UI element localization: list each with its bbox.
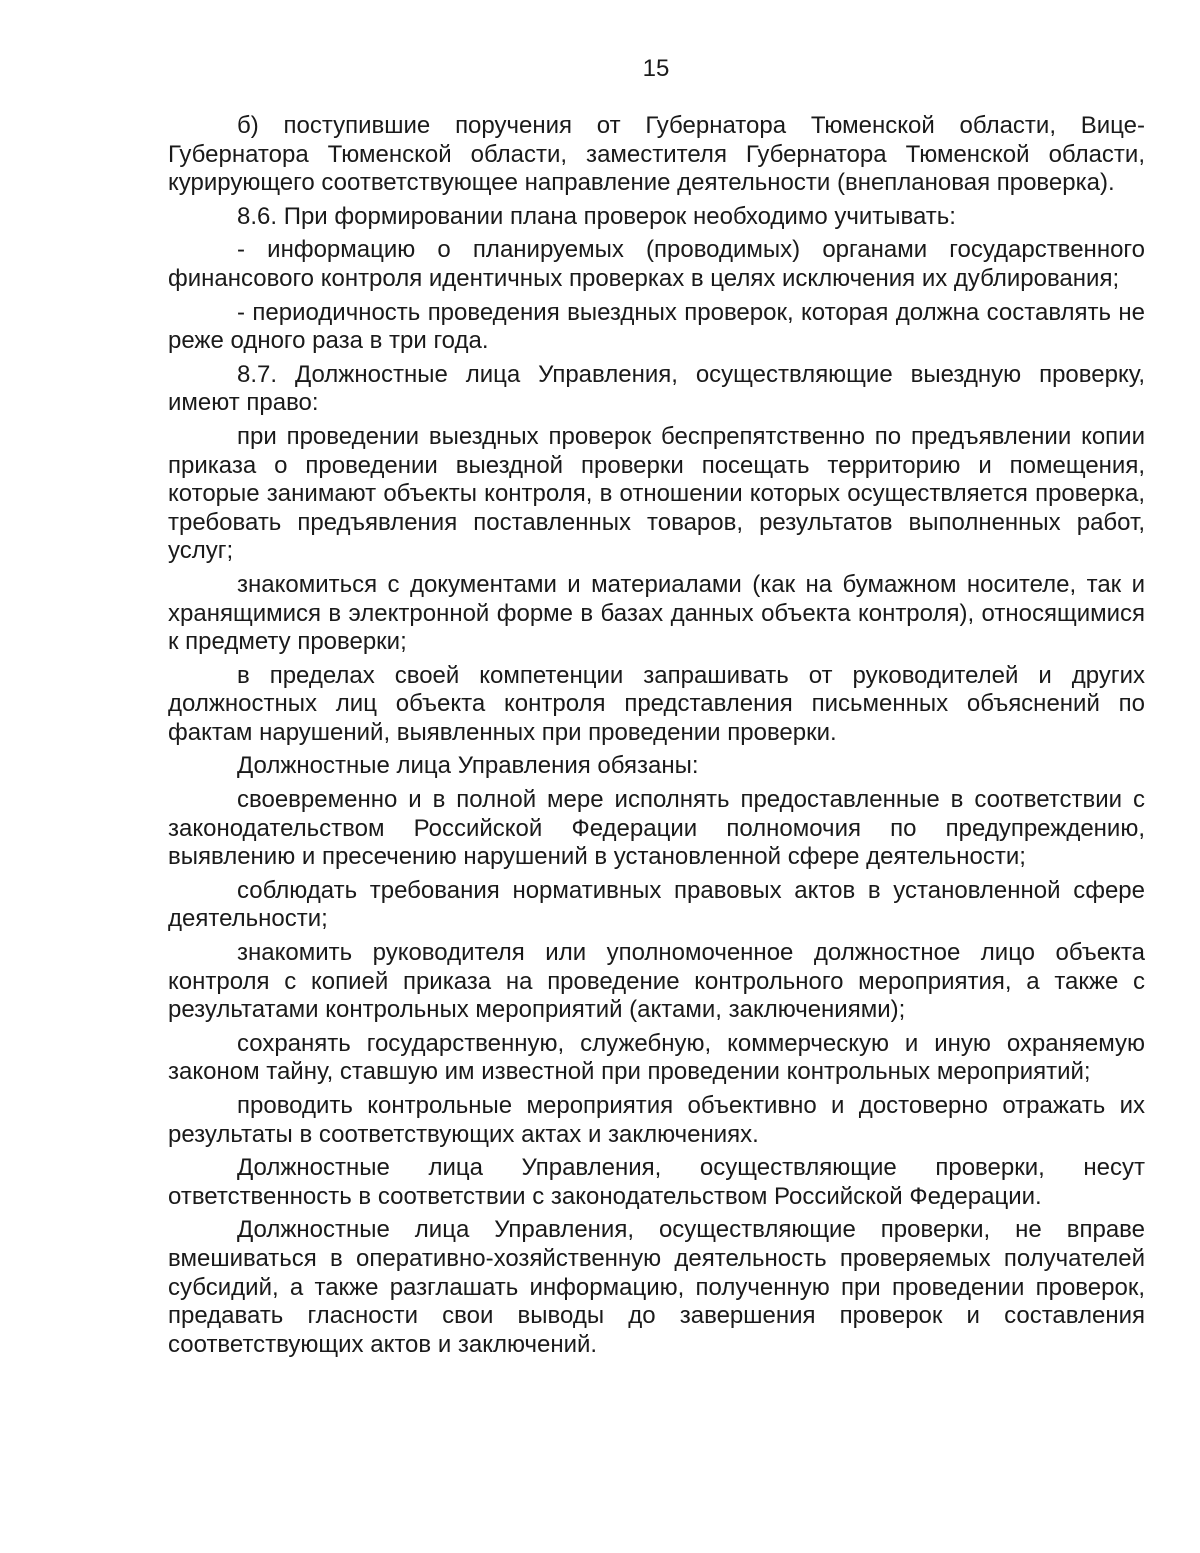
paragraph-obligations-heading: Должностные лица Управления обязаны: — [237, 752, 699, 780]
paragraph-non-interference: Должностные лица Управления, осуществляющие проверки, не вправе вмешиваться в оперативно-хозяйственную деятельность проверяемых получателей субсидий, а также разглашать информацию, полученную при проведении проверок, предавать гласности свои выводы до завершения проверок и составления соответствующих актов и заключений. — [168, 1216, 1145, 1358]
document-body — [168, 112, 1145, 1364]
paragraph-item-b: б) поступившие поручения от Губернатора Тюменской области, Вице-Губернатора Тюменской области, заместителя Губернатора Тюменской области, курирующего соответствующее направление деятельности (внеплановая проверка). — [168, 112, 1145, 197]
paragraph-duty-acquaint-head: знакомить руководителя или уполномоченное должностное лицо объекта контроля с копией приказа на проведение контрольного мероприятия, а также с результатами контрольных мероприятий (актами, заключениями); — [168, 939, 1145, 1024]
paragraph-right-review-documents: знакомиться с документами и материалами (как на бумажном носителе, так и хранящимися в электронной форме в базах данных объекта контроля), относящимися к предмету проверки; — [168, 570, 1145, 656]
paragraph-duty-objective-control: проводить контрольные мероприятия объективно и достоверно отражать их результаты в соответствующих актах и заключениях. — [168, 1092, 1145, 1148]
paragraph-8-6: 8.6. При формировании плана проверок необходимо учитывать: — [237, 202, 956, 230]
paragraph-duty-exercise-powers: своевременно и в полной мере исполнять предоставленные в соответствии с законодательством Российской Федерации полномочия по предупреждению, выявлению и пресечению нарушений в установленной сфере деятельности; — [168, 786, 1145, 871]
page-number: 15 — [642, 55, 670, 82]
paragraph-duty-keep-secrets: сохранять государственную, служебную, коммерческую и иную охраняемую законом тайну, ставшую им известной при проведении контрольных мероприятий; — [168, 1029, 1145, 1086]
paragraph-inspection-periodicity: - периодичность проведения выездных проверок, которая должна составлять не реже одного раза в три года. — [168, 298, 1145, 355]
paragraph-8-7: 8.7. Должностные лица Управления, осуществляющие выездную проверку, имеют право: — [168, 360, 1145, 417]
paragraph-responsibility: Должностные лица Управления, осуществляющие проверки, несут ответственность в соответствии с законодательством Российской Федерации. — [168, 1154, 1145, 1210]
paragraph-right-site-access: при проведении выездных проверок беспрепятственно по предъявлении копии приказа о проведении выездной проверки посещать территорию и помещения, которые занимают объекты контроля, в отношении которых осуществляется проверка, требовать предъявления поставленных товаров, результатов выполненных работ, услуг; — [168, 422, 1145, 565]
paragraph-duty-comply-regulations: соблюдать требования нормативных правовых актов в установленной сфере деятельности; — [168, 876, 1145, 933]
paragraph-right-request-explanations: в пределах своей компетенции запрашивать от руководителей и других должностных лиц объекта контроля представления письменных объяснений по фактам нарушений, выявленных при проведении проверки. — [168, 661, 1145, 746]
paragraph-planned-inspections-info: - информацию о планируемых (проводимых) органами государственного финансового контроля идентичных проверках в целях исключения их дублирования; — [168, 236, 1145, 292]
